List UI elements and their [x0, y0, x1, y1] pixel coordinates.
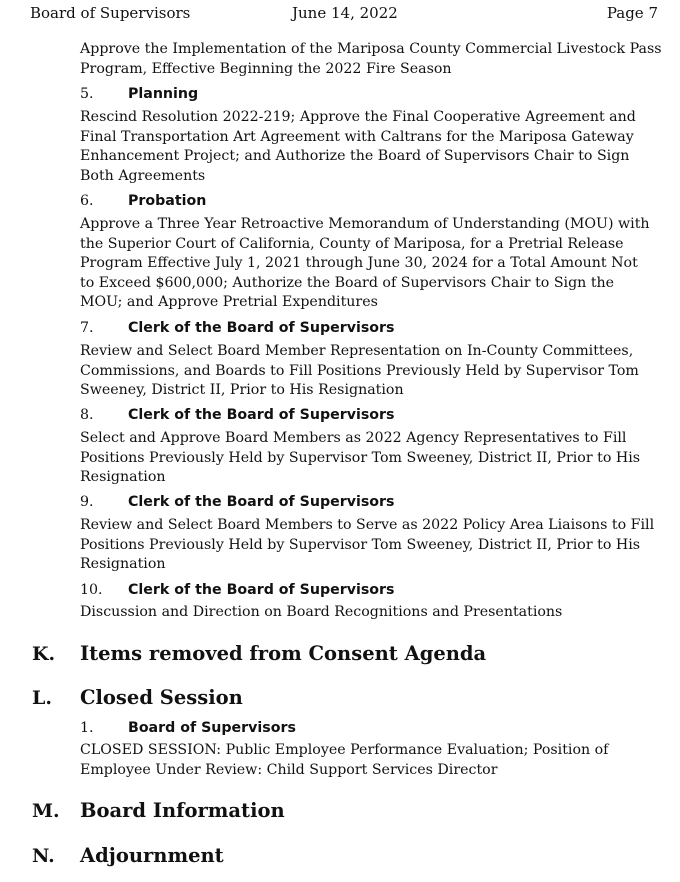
item-title: Clerk of the Board of Supervisors: [128, 320, 395, 336]
paragraph-line: Commissions, and Boards to Fill Positions Previously Held by Supervisor Tom: [80, 362, 639, 379]
item-number: 1.: [80, 720, 94, 736]
paragraph-line: the Superior Court of California, County of Mariposa, for a Pretrial Release: [80, 235, 624, 252]
paragraph-line: Sweeney, District II, Prior to His Resignation: [80, 382, 404, 399]
item-title: Clerk of the Board of Supervisors: [128, 582, 395, 598]
paragraph-line: to Exceed $600,000; Authorize the Board of Supervisors Chair to Sign the: [80, 274, 615, 291]
item-title: Probation: [128, 193, 207, 209]
paragraph-line: Approve a Three Year Retroactive Memorandum of Understanding (MOU) with: [80, 216, 650, 232]
paragraph-line: Final Transportation Art Agreement with Caltrans for the Mariposa Gateway: [80, 128, 634, 145]
item-description: [80, 108, 670, 186]
paragraph-line: Rescind Resolution 2022-219; Approve the Final Cooperative Agreement and: [80, 109, 636, 125]
section-m-letter: M.: [32, 800, 60, 822]
section-l-title: Closed Session: [80, 686, 243, 709]
paragraph-line: Discussion and Direction on Board Recognitions and Presentations: [80, 604, 563, 620]
paragraph-line: Select and Approve Board Members as 2022 Agency Representatives to Fill: [80, 430, 627, 446]
item-number: 6.: [80, 193, 94, 209]
paragraph-line: MOU; and Approve Pretrial Expenditures: [80, 294, 378, 311]
section-k-title: Items removed from Consent Agenda: [80, 642, 487, 665]
item-title: Planning: [128, 86, 199, 102]
item-description: [80, 603, 670, 623]
paragraph-line: Positions Previously Held by Supervisor Tom Sweeney, District II, Prior to His: [80, 536, 641, 553]
paragraph-line: Review and Select Board Members to Serve as 2022 Policy Area Liaisons to Fill: [80, 517, 655, 533]
item-number: 5.: [80, 86, 94, 102]
paragraph-line: Program, Effective Beginning the 2022 Fire Season: [80, 60, 452, 77]
item-description: [80, 429, 670, 488]
item-number: 7.: [80, 320, 94, 336]
header-board-name: Board of Supervisors: [30, 4, 191, 22]
intro-paragraph: [80, 40, 670, 79]
section-l-letter: L.: [32, 687, 52, 709]
item-number: 10.: [80, 582, 103, 598]
paragraph-line: Resignation: [80, 469, 166, 486]
page-header: [0, 4, 680, 24]
item-description: [80, 516, 670, 575]
paragraph-line: Program Effective July 1, 2021 through June 30, 2024 for a Total Amount Not: [80, 255, 638, 272]
item-description: [80, 215, 670, 313]
header-page-number: Page 7: [606, 4, 658, 22]
item-title: Clerk of the Board of Supervisors: [128, 407, 395, 423]
paragraph-line: Review and Select Board Member Representation on In-County Committees,: [80, 343, 634, 359]
item-number: 9.: [80, 494, 94, 510]
paragraph-line: CLOSED SESSION: Public Employee Performance Evaluation; Position of: [80, 742, 609, 758]
paragraph-line: Positions Previously Held by Supervisor Tom Sweeney, District II, Prior to His: [80, 449, 641, 466]
paragraph-line: Resignation: [80, 556, 166, 573]
section-k-letter: K.: [32, 643, 56, 665]
paragraph-line: Approve the Implementation of the Mariposa County Commercial Livestock Pass: [80, 41, 662, 57]
paragraph-line: Both Agreements: [80, 167, 206, 184]
item-title: Clerk of the Board of Supervisors: [128, 494, 395, 510]
section-n-title: Adjournment: [80, 844, 224, 867]
section-n-letter: N.: [32, 845, 55, 867]
item-description: [80, 342, 670, 401]
item-title: Board of Supervisors: [128, 720, 296, 736]
item-number: 8.: [80, 407, 94, 423]
paragraph-line: Employee Under Review: Child Support Services Director: [80, 761, 498, 778]
section-m-title: Board Information: [80, 799, 285, 822]
paragraph-line: Enhancement Project; and Authorize the Board of Supervisors Chair to Sign: [80, 148, 630, 165]
item-description: [80, 741, 670, 780]
header-date: June 14, 2022: [292, 4, 398, 22]
